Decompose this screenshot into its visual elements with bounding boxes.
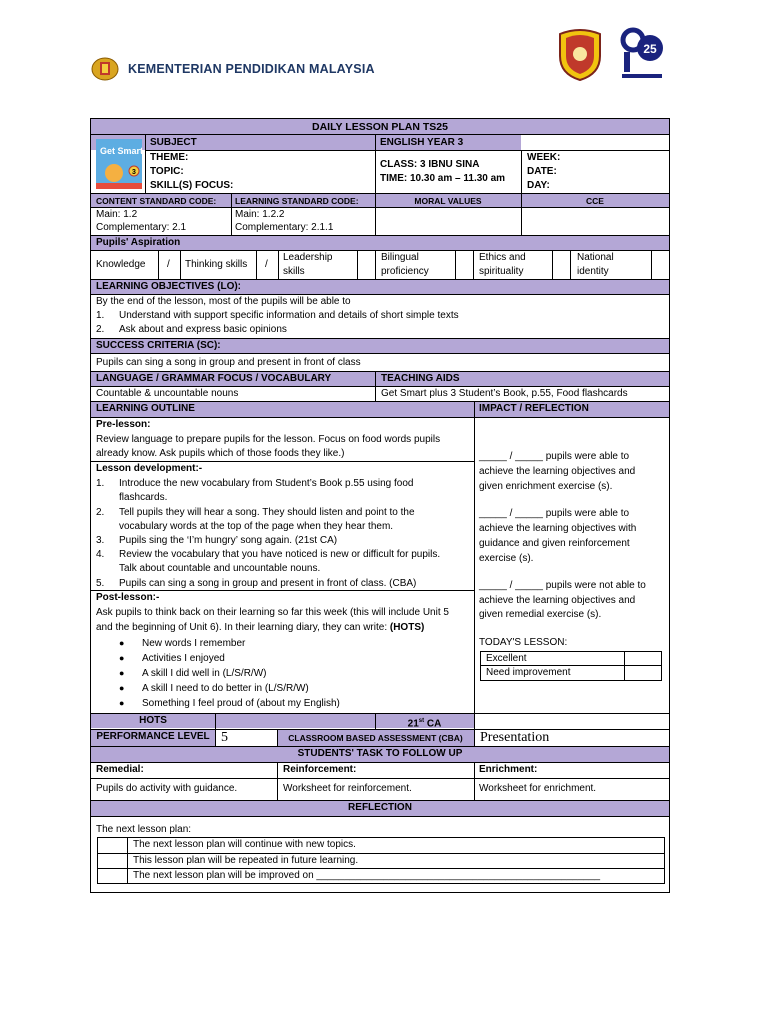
impact-3-line1: _____ / _____ pupils were not able to [479,580,646,591]
post-lesson-header: Post-lesson:- [96,592,160,603]
svg-text:25: 25 [643,42,657,56]
dev-3-num: 3. [96,535,105,546]
reflection-header: REFLECTION [348,802,412,813]
book-cover-image [96,139,142,189]
todays-lesson-label: TODAY'S LESSON: [479,637,568,648]
hots-label: HOTS [139,715,167,726]
aspiration-knowledge: Knowledge [96,259,146,270]
dev-1-line2: flashcards. [119,492,168,503]
enrichment-task: Worksheet for enrichment. [479,783,597,794]
aspiration-bilingual-2: proficiency [381,266,429,277]
aspiration-bilingual: Bilingual [381,252,419,263]
success-text: Pupils can sing a song in group and present in front of class [96,357,361,368]
impact-2-line2: achieve the learning objectives with [479,523,637,534]
theme-label: THEME: [150,152,189,163]
success-header: SUCCESS CRITERIA (SC): [96,340,221,351]
school-badge-icon [556,26,604,82]
reflection-intro: The next lesson plan: [96,824,192,835]
cba-value: Presentation [480,730,550,745]
aspiration-thinking: Thinking skills [185,259,248,270]
reflection-option-2-check[interactable] [98,854,127,868]
rating-need-improvement-check[interactable] [625,666,661,680]
remedial-task: Pupils do activity with guidance. [96,783,238,794]
performance-level-label: PERFORMANCE LEVEL [96,731,210,742]
impact-1-line1: _____ / _____ pupils were able to [479,451,630,462]
learning-main: Main: 1.2.2 [235,209,285,220]
reflection-option-1: The next lesson plan will continue with new topics. [133,839,356,850]
subject-value: ENGLISH YEAR 3 [380,137,464,148]
dev-5-num: 5. [96,578,105,589]
remedial-header: Remedial: [96,764,144,775]
rating-excellent-check[interactable] [625,652,661,665]
bullet-icon: ● [119,683,125,693]
dev-4-line1: Review the vocabulary that you have noticed is new or difficult for pupils. [119,549,441,560]
reflection-option-3: The next lesson plan will be improved on ___________________________________________________ [133,870,601,881]
day-label: DAY: [527,180,550,191]
time-label: TIME: 10.30 am – 11.30 am [380,173,506,184]
aspiration-national-2: identity [577,266,609,277]
rating-excellent: Excellent [486,653,527,664]
21st-ca-label: 21st CA [407,718,442,730]
post-bullet-4: A skill I need to do better in (L/S/R/W) [142,683,309,694]
post-bullet-1: New words I remember [142,638,246,649]
objective-1-num: 1. [96,310,105,321]
impact-3-line3: given remedial exercise (s). [479,609,602,620]
week-label: WEEK: [527,152,561,163]
aspiration-ethics: Ethics and [479,252,526,263]
dev-2-line2: vocabulary words at the top of the page when they hear them. [119,521,394,532]
moral-values-header: MORAL VALUES [414,196,482,206]
aspiration-leadership-2: skills [283,266,305,277]
teaching-aids-header: TEACHING AIDS [381,373,460,384]
reflection-option-1-check[interactable] [98,838,127,853]
dev-4-line2: Talk about countable and uncountable nouns. [119,563,321,574]
tasks-header: STUDENTS' TASK TO FOLLOW UP [297,748,463,759]
pre-lesson-line1: Review language to prepare pupils for the lesson. Focus on food words pupils [96,434,441,445]
cce-header: CCE [586,196,604,206]
bullet-icon: ● [119,638,125,648]
svg-text:Get Smart: Get Smart [100,146,142,156]
post-bullet-5: Something I feel proud of (about my English) [142,698,340,709]
objectives-intro: By the end of the lesson, most of the pupils will be able to [96,296,351,307]
enrichment-header: Enrichment: [479,764,538,775]
aspiration-national: National [577,252,614,263]
impact-2-line3: guidance and given reinforcement [479,538,630,549]
dev-2-num: 2. [96,507,105,518]
impact-1-line2: achieve the learning objectives and [479,466,636,477]
aspiration-knowledge-mark: / [167,259,170,270]
subject-label: SUBJECT [150,137,197,148]
dev-1-line1: Introduce the new vocabulary from Student’s Book p.55 using food [119,478,414,489]
aspiration-thinking-mark: / [265,259,268,270]
aspiration-header: Pupils' Aspiration [96,237,181,248]
aspiration-leadership: Leadership [283,252,333,263]
outline-header: LEARNING OUTLINE [96,403,195,414]
teaching-aids-value: Get Smart plus 3 Student’s Book, p.55, Food flashcards [381,388,628,399]
content-standard-header: CONTENT STANDARD CODE: [96,196,217,206]
aspiration-ethics-2: spirituality [479,266,524,277]
cba-label: CLASSROOM BASED ASSESSMENT (CBA) [288,733,463,743]
post-lesson-line2: and the beginning of Unit 6). In their learning diary, they can write: (HOTS) [96,622,425,633]
dev-5-line1: Pupils can sing a song in group and present in front of class. (CBA) [119,578,417,589]
ts25-logo-icon [618,26,666,82]
reflection-option-3-check[interactable] [98,869,127,883]
impact-2-line1: _____ / _____ pupils were able to [479,508,630,519]
ministry-name: KEMENTERIAN PENDIDIKAN MALAYSIA [128,62,375,76]
reflection-option-2: This lesson plan will be repeated in future learning. [133,855,359,866]
pre-lesson-header: Pre-lesson: [96,419,151,430]
svg-text:3: 3 [132,169,136,176]
dev-2-line1: Tell pupils they will hear a song. They should listen and point to the [119,507,415,518]
bullet-icon: ● [119,653,125,663]
post-bullet-3: A skill I did well in (L/S/R/W) [142,668,267,679]
content-complementary: Complementary: 2.1 [96,222,187,233]
development-header: Lesson development:- [96,463,203,474]
dev-3-line1: Pupils sing the ‘I’m hungry’ song again. (21st CA) [119,535,338,546]
content-main: Main: 1.2 [96,209,138,220]
learning-complementary: Complementary: 2.1.1 [235,222,334,233]
learning-standard-header: LEARNING STANDARD CODE: [235,196,359,206]
objectives-header: LEARNING OBJECTIVES (LO): [96,281,242,292]
plan-title: DAILY LESSON PLAN TS25 [312,121,448,133]
bullet-icon: ● [119,668,125,678]
dev-4-num: 4. [96,549,105,560]
post-lesson-line1: Ask pupils to think back on their learning so far this week (this will include Unit 5 [96,607,449,618]
objective-2-text: Ask about and express basic opinions [119,324,287,335]
topic-label: TOPIC: [150,166,184,177]
reinforcement-header: Reinforcement: [283,764,357,775]
rating-need-improvement: Need improvement [486,667,571,678]
date-label: DATE: [527,166,557,177]
bullet-icon: ● [119,698,125,708]
impact-3-line2: achieve the learning objectives and [479,595,636,606]
dev-1-num: 1. [96,478,105,489]
objective-1-text: Understand with support specific information and details of short simple texts [119,310,459,321]
language-header: LANGUAGE / GRAMMAR FOCUS / VOCABULARY [96,373,332,384]
hots-marker: (HOTS) [389,622,425,633]
objective-2-num: 2. [96,324,105,335]
skills-label: SKILL(S) FOCUS: [150,180,234,191]
language-value: Countable & uncountable nouns [96,388,239,399]
impact-header: IMPACT / REFLECTION [479,403,589,414]
pre-lesson-line2: already know. Ask pupils which of those foods they like.) [96,448,345,459]
impact-1-line3: given enrichment exercise (s). [479,481,613,492]
ministry-crest-icon [90,56,120,82]
performance-level-value: 5 [221,730,228,745]
reinforcement-task: Worksheet for reinforcement. [283,783,412,794]
class-label: CLASS: 3 IBNU SINA [380,159,480,170]
impact-2-line4: exercise (s). [479,553,534,564]
post-bullet-2: Activities I enjoyed [142,653,225,664]
